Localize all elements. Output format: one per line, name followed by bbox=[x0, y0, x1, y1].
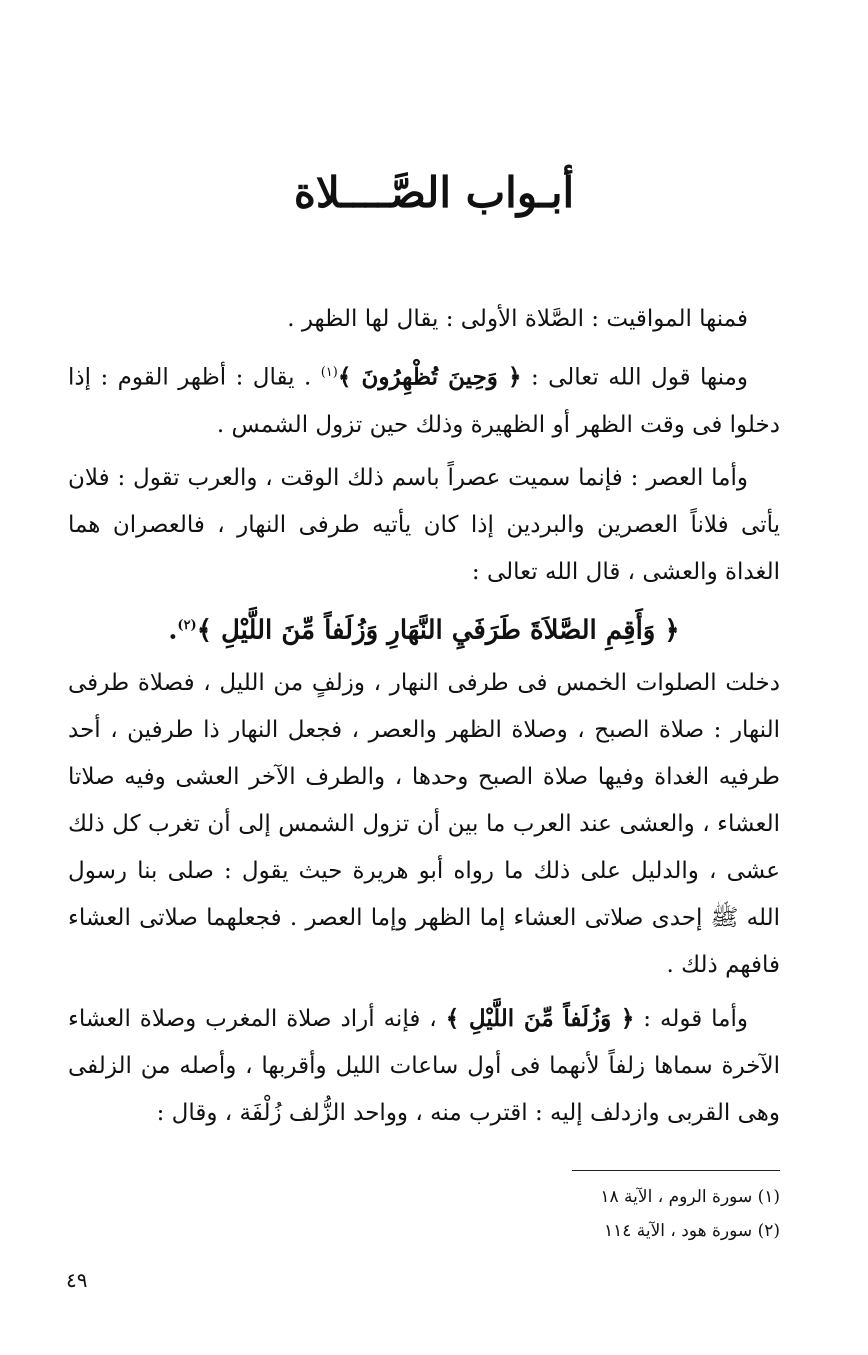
footnote-reference: (١) bbox=[320, 365, 338, 380]
chapter-title: أبـواب الصَّــــلاة bbox=[293, 168, 575, 217]
paragraph-text: . يقال : أظهر القوم : إذا دخلوا فى وقت الظهر أو الظهيرة وذلك حين تزول الشمس . bbox=[68, 364, 780, 438]
verse-period: . bbox=[168, 615, 178, 646]
body-text bbox=[68, 296, 780, 1143]
paragraph-dhuhr-verse bbox=[68, 349, 780, 449]
paragraph-text: ومنها قول الله تعالى : bbox=[521, 364, 748, 391]
paragraph-asr: وأما العصر : فإنما سميت عصراً باسم ذلك الوقت ، والعرب تقول : فلان يأتى فلاناً العصرين والبردين إذا كان يأتيه طرفى النهار ، فالعصران هما الغداة والعشى ، قال الله تعالى : bbox=[68, 464, 780, 585]
quran-verse-text: ﴿ وَأَقِمِ الصَّلاَةَ طَرَفَيِ النَّهَارِ وَزُلَفاً مِّنَ اللَّيْلِ ﴾ bbox=[196, 615, 680, 646]
footnote-1: (١) سورة الروم ، الآية ١٨ bbox=[600, 1187, 780, 1207]
quran-quote: ﴿ وَزُلَفاً مِّنَ اللَّيْلِ ﴾ bbox=[445, 1005, 635, 1033]
paragraph-text: وأما قوله : bbox=[634, 1006, 748, 1033]
page-number: ٤٩ bbox=[66, 1268, 88, 1292]
paragraph-text: ، فإنه أراد صلاة المغرب وصلاة العشاء الآخرة سماها زلفاً لأنهما فى أول ساعات الليل وأقربها ، وأصله من الزلفى وهى القربى وازدلف إليه : اقترب منه ، وواحد الزُّلف زُلْفَة ، وقال : bbox=[68, 1006, 780, 1127]
paragraph-zulaf bbox=[68, 995, 780, 1137]
footnote-reference: (٢) bbox=[177, 617, 197, 633]
paragraph-zuhr: فمنها المواقيت : الصَّلاة الأولى : يقال لها الظهر . bbox=[287, 306, 748, 332]
paragraph-five-prayers: دخلت الصلوات الخمس فى طرفى النهار ، وزلفٍ من الليل ، فصلاة طرفى النهار : صلاة الصبح ، وصلاة الظهر والعصر ، فجعل النهار ذا طرفين ، أحد طرفيه الغداة وفيها صلاة الصبح وحدها ، والطرف الآخر العشى وفيه صلاتا العشاء ، والعشى عند العرب ما بين أن تزول الشمس إلى أن تغرب كل ذلك عشى ، والدليل على ذلك ما رواه أبو هريرة حيث يقول : صلى بنا رسول الله ﷺ إحدى صلاتى العشاء إما الظهر وإما العصر . فجعلهما صلاتى العشاء فافهم ذلك . bbox=[68, 670, 780, 979]
quran-verse bbox=[68, 602, 780, 655]
footnote-divider bbox=[572, 1170, 780, 1171]
footnote-2: (٢) سورة هود ، الآية ١١٤ bbox=[603, 1221, 780, 1241]
quran-quote: ﴿ وَحِينَ تُظْهِرُونَ ﴾ bbox=[337, 363, 522, 391]
footnotes bbox=[380, 1180, 780, 1248]
